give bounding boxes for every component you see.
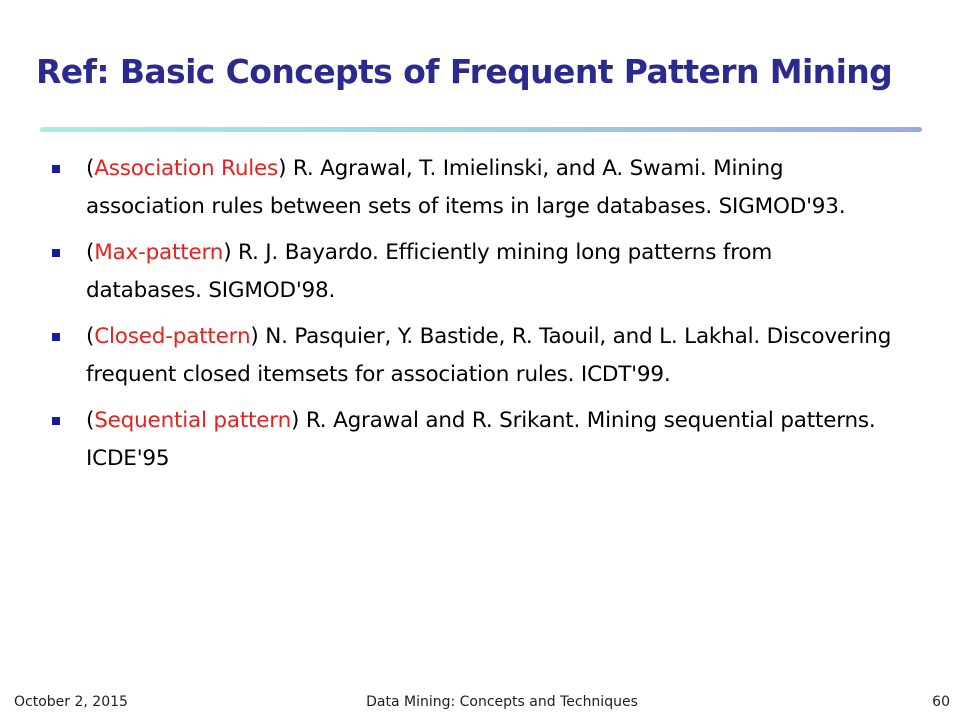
square-bullet-icon xyxy=(52,165,60,173)
reference-citation: R. J. Bayardo. Efficiently mining long patterns from databases. SIGMOD'98. xyxy=(86,240,773,303)
square-bullet-icon xyxy=(52,249,60,257)
reference-citation: R. Agrawal, T. Imielinski, and A. Swami. Mining association rules between sets of items in large databases. SIGMOD'93. xyxy=(86,156,846,219)
footer-title: Data Mining: Concepts and Techniques xyxy=(366,694,638,710)
reference-citation: N. Pasquier, Y. Bastide, R. Taouil, and L. Lakhal. Discovering frequent closed itemsets for association rules. ICDT'99. xyxy=(86,324,892,387)
reference-topic: Sequential pattern xyxy=(94,408,291,433)
reference-item: (Association Rules) R. Agrawal, T. Imielinski, and A. Swami. Mining association rules between sets of items in large databases. SIGMOD'93. xyxy=(52,150,892,226)
footer-date: October 2, 2015 xyxy=(14,694,128,710)
reference-item: (Sequential pattern) R. Agrawal and R. Srikant. Mining sequential patterns. ICDE'95 xyxy=(52,402,892,478)
reference-topic: Closed-pattern xyxy=(94,324,251,349)
reference-topic: Association Rules xyxy=(94,156,279,181)
square-bullet-icon xyxy=(52,333,60,341)
title-underline xyxy=(40,127,922,132)
slide-title: Ref: Basic Concepts of Frequent Pattern Mining xyxy=(36,52,893,91)
page-number: 60 xyxy=(932,694,950,710)
reference-topic: Max-pattern xyxy=(94,240,224,265)
reference-list xyxy=(52,150,892,486)
reference-item: (Closed-pattern) N. Pasquier, Y. Bastide, R. Taouil, and L. Lakhal. Discovering frequent closed itemsets for association rules. ICDT'99. xyxy=(52,318,892,394)
square-bullet-icon xyxy=(52,417,60,425)
reference-citation: R. Agrawal and R. Srikant. Mining sequential patterns. ICDE'95 xyxy=(86,408,876,471)
reference-item: (Max-pattern) R. J. Bayardo. Efficiently mining long patterns from databases. SIGMOD'98. xyxy=(52,234,892,310)
